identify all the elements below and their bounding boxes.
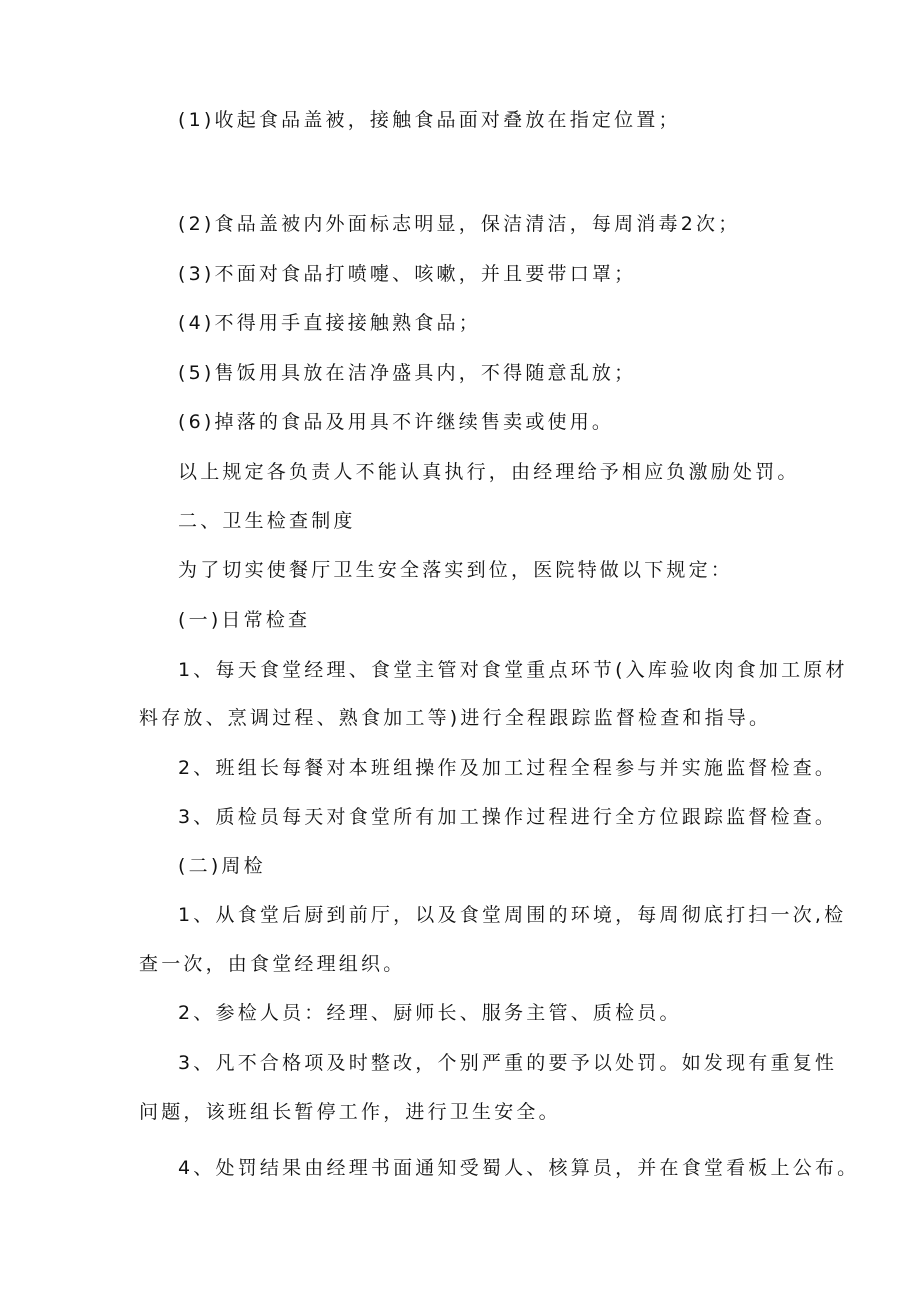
paragraph-12a: 1、从食堂后厨到前厅，以及食堂周围的环境，每周彻底打扫一次,检 xyxy=(178,904,847,926)
paragraph-12b: 查一次，由食堂经理组织。 xyxy=(139,953,406,975)
subheading-weekly: (二)周检 xyxy=(178,855,266,877)
paragraph-2: (2)食品盖被内外面标志明显，保洁清洁，每周消毒2次； xyxy=(178,213,741,235)
paragraph-9b: 料存放、烹调过程、熟食加工等)进行全程跟踪监督检查和指导。 xyxy=(139,707,772,729)
paragraph-8: 为了切实使餐厅卫生安全落实到位，医院特做以下规定： xyxy=(178,559,734,581)
paragraph-1: (1)收起食品盖被，接触食品面对叠放在指定位置； xyxy=(178,109,681,131)
paragraph-7: 以上规定各负责人不能认真执行，由经理给予相应负激励处罚。 xyxy=(178,461,800,483)
paragraph-13: 2、参检人员：经理、厨师长、服务主管、质检员。 xyxy=(178,1002,682,1024)
paragraph-14b: 问题，该班组长暂停工作，进行卫生安全。 xyxy=(139,1101,561,1123)
paragraph-5: (5)售饭用具放在洁净盛具内，不得随意乱放； xyxy=(178,362,637,384)
paragraph-11: 3、质检员每天对食堂所有加工操作过程进行全方位跟踪监督检查。 xyxy=(178,806,838,828)
paragraph-3: (3)不面对食品打喷嚏、咳嗽，并且要带口罩； xyxy=(178,263,637,285)
section-heading: 二、卫生检查制度 xyxy=(178,510,356,532)
subheading-daily: (一)日常检查 xyxy=(178,609,311,631)
paragraph-10: 2、班组长每餐对本班组操作及加工过程全程参与并实施监督检查。 xyxy=(178,757,838,779)
paragraph-15: 4、处罚结果由经理书面通知受蜀人、核算员，并在食堂看板上公布。 xyxy=(178,1157,860,1179)
paragraph-4: (4)不得用手直接接触熟食品； xyxy=(178,312,481,334)
paragraph-9a: 1、每天食堂经理、食堂主管对食堂重点环节(入库验收肉食加工原材 xyxy=(178,659,848,681)
paragraph-6: (6)掉落的食品及用具不许继续售卖或使用。 xyxy=(178,411,615,433)
paragraph-14a: 3、凡不合格项及时整改，个别严重的要予以处罚。如发现有重复性 xyxy=(178,1052,838,1074)
